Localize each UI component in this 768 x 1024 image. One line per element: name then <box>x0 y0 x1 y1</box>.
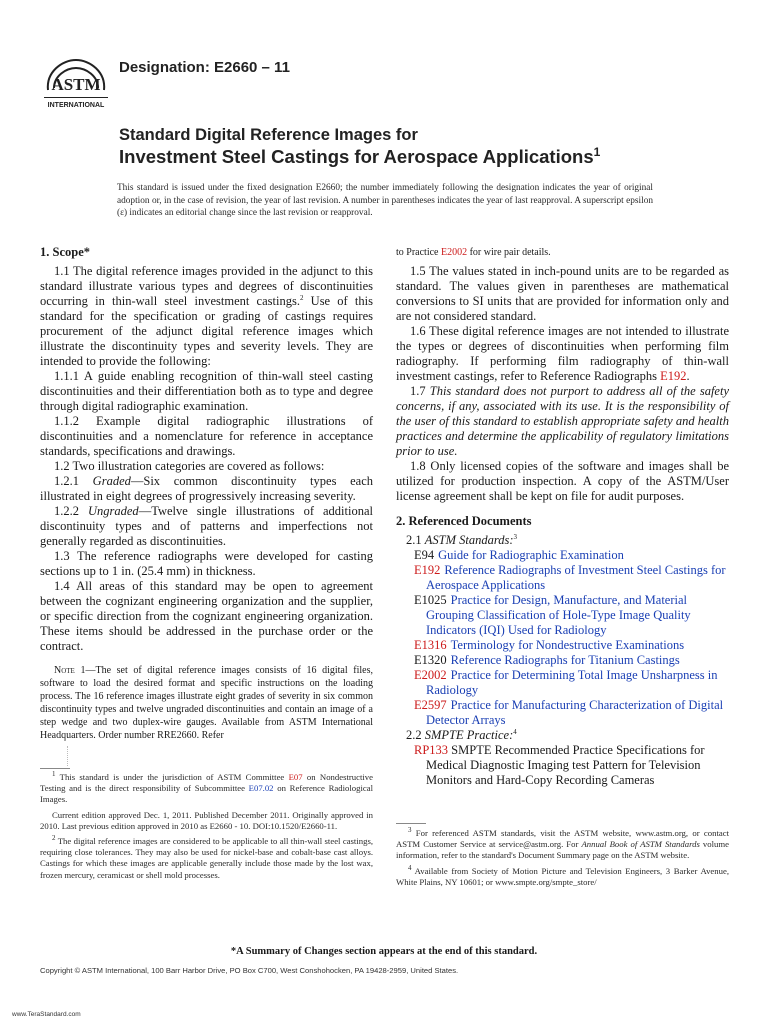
reference-item <box>406 548 729 563</box>
footnote-1 <box>40 772 373 806</box>
para-1-1-2: 1.1.2 Example digital radiographic illustrations of discontinuities and a nomenclature for reference in acceptance standards, specifications and drawings. <box>40 414 373 458</box>
fn2-mark: 2 <box>52 834 56 843</box>
reference-code[interactable]: E2002 <box>414 668 447 682</box>
note-label: Note <box>54 665 75 676</box>
smpte-label-num: 2.2 <box>406 728 425 742</box>
copyright: Copyright © ASTM International, 100 Barr Harbor Drive, PO Box C700, West Conshohocken, PA 19428-2959, United States. <box>40 966 459 975</box>
para-1-7 <box>396 384 729 459</box>
reference-title[interactable]: Terminology for Nondestructive Examinations <box>450 638 685 652</box>
smpte-sup: 4 <box>513 727 517 736</box>
reference-title[interactable]: Guide for Radiographic Examination <box>438 548 624 562</box>
fn4-mark: 4 <box>408 863 412 872</box>
note-1 <box>40 664 373 743</box>
para-1-6-b: . <box>686 369 690 383</box>
astm-label: ASTM Standards: <box>424 533 514 547</box>
cont-a: to Practice <box>396 247 441 258</box>
title-line-2-text: Investment Steel Castings for Aerospace Applications <box>119 146 594 167</box>
reference-code[interactable]: E2597 <box>414 698 447 712</box>
para-cont <box>396 245 729 260</box>
para-1-1-sup: 2 <box>299 293 304 302</box>
para-1-2-2 <box>40 504 373 549</box>
astm-standards-label <box>406 533 729 548</box>
para-1-5: 1.5 The values stated in inch-pound units are to be regarded as standard. The values given in parentheses are mathematical conversions to SI units that are provided for information only and are not considered standard. <box>396 264 729 323</box>
para-1-4: 1.4 All areas of this standard may be open to agreement between the cognizant engineering organization and the supplier, or specific direction from the cognizant engineering organization. These items should be addressed in the purchase order or the contract. <box>40 579 373 653</box>
left-column <box>40 245 373 743</box>
title-footnote-mark: 1 <box>593 144 601 159</box>
footnote-4 <box>396 863 729 888</box>
reference-title[interactable]: Practice for Manufacturing Characterization of Digital Detector Arrays <box>426 698 724 727</box>
footnote-rule-left <box>40 768 70 769</box>
title-line-1: Standard Digital Reference Images for <box>119 126 418 144</box>
summary-note: *A Summary of Changes section appears at the end of this standard. <box>230 946 538 957</box>
footnote-3 <box>396 828 729 862</box>
fn3-italic: Annual Book of ASTM Standards <box>581 839 700 850</box>
ref-rp133-code[interactable]: RP133 <box>414 743 449 757</box>
reference-list <box>396 548 729 728</box>
intro-paragraph: This standard is issued under the fixed designation E2660; the number immediately following the designation indicates the year of original adoption or, in the case of revision, the year of last revision. A number in parentheses indicates the year of last reapproval. A superscript epsilon (ε) indicates an editorial change since the last revision or reapproval. <box>117 183 653 219</box>
fn3-mark: 3 <box>408 826 412 835</box>
link-e07[interactable]: E07 <box>288 772 303 782</box>
ref-rp133-text: SMPTE Recommended Practice Specifications for Medical Diagnostic Imaging test Pattern for Television Monitors and Hard-Copy Recording Cameras <box>426 743 705 787</box>
para-1-7-text: This standard does not purport to address all of the safety concerns, if any, associated with its use. It is the responsibility of the user of this standard to establish appropriate safety and health practices and determine the applicability of regulatory limitations prior to use. <box>396 384 729 458</box>
reference-item <box>406 638 729 653</box>
cont-b: for wire pair details. <box>467 247 551 258</box>
para-1-2-2-term: Ungraded <box>87 504 139 518</box>
para-1-2: 1.2 Two illustration categories are covered as follows: <box>54 459 325 473</box>
para-1-1-1: 1.1.1 A guide enabling recognition of thin-wall steel casting discontinuities and their differentiation both as to type and degree through digital radiographic examination. <box>40 369 373 413</box>
reference-code: E1320 <box>414 653 447 667</box>
para-1-1-b: Use of this standard for the specification or grading of castings requires procurement of the adjunct digital reference images which illustrate the discontinuity types and severity levels. They are intended to provide the following: <box>40 294 373 368</box>
footnotes-left <box>40 772 373 885</box>
fn3-b: volume information, refer to the standard's Document Summary page on the ASTM website. <box>396 839 729 861</box>
para-1-2-1-term: Graded <box>92 474 131 488</box>
para-1-2-2-text: —Twelve single illustrations of additional discontinuity types and of patterns and imperfections not generally regarded as discontinuities. <box>40 504 373 548</box>
smpte-label <box>406 728 729 743</box>
refdocs-heading: 2. Referenced Documents <box>396 514 532 528</box>
fn1-a: This standard is under the jurisdiction of ASTM Committee <box>55 772 289 782</box>
link-e192[interactable]: E192 <box>660 369 687 383</box>
fn3-a: For referenced ASTM standards, visit the ASTM website, www.astm.org, or contact ASTM Customer Service at service@astm.org. For <box>396 828 729 850</box>
title-line-2 <box>119 146 600 168</box>
para-1-3: 1.3 The reference radiographs were developed for casting sections up to 1 in. (25.4 mm) in thickness. <box>40 549 373 578</box>
reference-code[interactable]: E192 <box>414 563 441 577</box>
logo-text-bottom: INTERNATIONAL <box>47 102 105 109</box>
reference-code: E1025 <box>414 593 447 607</box>
reference-item <box>406 563 729 593</box>
reference-code[interactable]: E1316 <box>414 638 447 652</box>
fn2-text: The digital reference images are considered to be applicable to all thin-wall steel castings, requiring close tolerances. They may also be used for nickel-base and cobalt-base cast alloys. Castings for which these images are applicable generally include those made by the lost wax, frozen mercury, ceramicast or shell mold processes. <box>40 836 373 880</box>
para-1-8: 1.8 Only licensed copies of the software and images shall be utilized for production inspection. A copy of the ASTM/User license agreement shall be kept on file for audit purposes. <box>396 459 729 503</box>
para-1-2-1-text: —Six common discontinuity types each illustrated in eight degrees of progressively increasing severity. <box>40 474 374 503</box>
right-column <box>396 245 729 788</box>
fn1-c: on Reference Radiological Images. <box>40 783 373 805</box>
reference-item <box>406 593 729 638</box>
para-1-6 <box>396 324 729 384</box>
reference-title[interactable]: Reference Radiographs for Titanium Castings <box>450 653 680 667</box>
reference-title[interactable]: Practice for Determining Total Image Unsharpness in Radiology <box>426 668 718 697</box>
fn1-mark: 1 <box>52 770 56 779</box>
astm-label-num: 2.1 <box>406 533 425 547</box>
scope-heading: 1. Scope* <box>40 245 90 259</box>
column-divider-dots <box>67 746 69 766</box>
para-1-2-1 <box>40 474 373 504</box>
reference-item <box>406 668 729 698</box>
reference-item <box>406 698 729 728</box>
link-e2002-cont[interactable]: E2002 <box>440 247 468 258</box>
para-1-2-1-num: 1.2.1 <box>54 474 93 488</box>
fn4-text: Available from Society of Motion Picture and Television Engineers, 3 Barker Avenue, White Plains, NY 10601; or www.smpte.org/smpte_store/ <box>396 865 729 887</box>
astm-sup: 3 <box>513 532 518 541</box>
footnote-2 <box>40 836 373 881</box>
para-1-1 <box>40 264 373 369</box>
reference-item <box>406 653 729 668</box>
astm-logo <box>40 52 112 110</box>
reference-title[interactable]: Practice for Design, Manufacture, and Material Grouping Classification of Hole-Type Image Quality Indicators (IQI) Used for Radiology <box>426 593 691 637</box>
para-1-1-a: 1.1 The digital reference images provided in the adjunct to this standard illustrate various types and degrees of discontinuities occurring in thin-wall steel investment castings. <box>40 264 373 308</box>
para-1-7-num: 1.7 <box>410 384 430 398</box>
designation: Designation: E2660 – 11 <box>119 59 290 76</box>
footnote-rule-right <box>396 823 426 824</box>
para-1-6-a: 1.6 These digital reference images are not intended to illustrate the types or degrees of discontinuities when performing film radiography. If performing film radiography of thin-wall investment castings, refer to Reference Radiographs <box>396 324 729 383</box>
ref-rp133 <box>406 743 729 788</box>
footnotes-right <box>396 828 729 892</box>
footnote-1-approval: Current edition approved Dec. 1, 2011. Published December 2011. Originally approved in 2010. Last previous edition approved in 2010 as E2660 - 10. DOI:10.1520/E2660-11. <box>40 809 373 831</box>
link-e07-02[interactable]: E07.02 <box>248 783 274 794</box>
reference-code: E94 <box>414 548 435 562</box>
note-text: 1—The set of digital reference images consists of 16 digital files, software to load the desired format and specific instructions on the loading process. The 16 reference images illustrate eight grades of severity in six common discontinuity types and twelve ungraded discontinuities and contain an image of a step wedge and two duplex-wire gauges. Available from ASTM International Headquarters. Order number RRE2660. Refer <box>40 665 373 742</box>
para-1-2-2-num: 1.2.2 <box>54 504 88 518</box>
logo-text-top: ASTM <box>51 75 101 94</box>
reference-title[interactable]: Reference Radiographs of Investment Steel Castings for Aerospace Applications <box>426 563 726 592</box>
smpte-label-text: SMPTE Practice: <box>424 728 514 742</box>
fn1-b: on Nondestructive Testing and is the direct responsibility of Subcommittee <box>40 772 373 794</box>
footer-url[interactable]: www.TeraStandard.com <box>12 1011 81 1018</box>
